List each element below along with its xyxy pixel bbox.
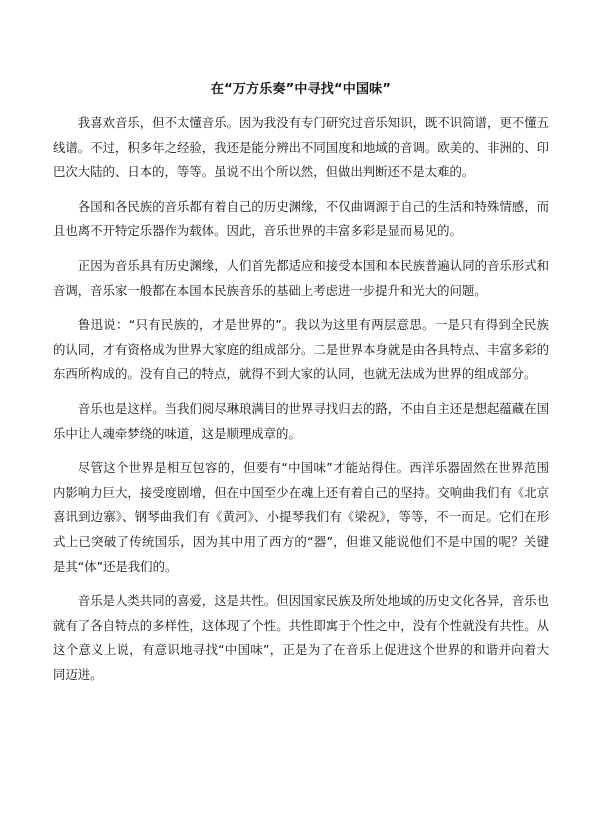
paragraph: 我喜欢音乐，但不太懂音乐。因为我没有专门研究过音乐知识，既不识简谱，更不懂五线谱。不过，积多年之经验，我还是能分辨出不同国度和地域的音调。欧美的、非洲的、印巴次大陆的、日本的，等等。虽说不出个所以然，但做出判断还不是太难的。 — [53, 115, 549, 180]
document-title: 在“万方乐奏”中寻找“中国味” — [210, 82, 392, 97]
paragraph: 尽管这个世界是相互包容的，但要有“中国味”才能站得住。西洋乐器固然在世界范围内影响力巨大，接受度剧增，但在中国至少在魂上还有着自己的坚持。交响曲我们有《北京喜讯到边寨》、钢琴曲我们有《黄河》、小提琴我们有《梁祝》，等等，不一而足。它们在形式上已突破了传统国乐，因为其中用了西方的“器”，但谁又能说他们不是中国的呢？关键是其“体”还是我们的。 — [53, 460, 549, 574]
paragraph: 音乐是人类共同的喜爱，这是共性。但因国家民族及所处地域的历史文化各异，音乐也就有了各自特点的多样性，这体现了个性。共性即寓于个性之中，没有个性就没有共性。从这个意义上说，有意识地寻找“中国味”，正是为了在音乐上促进这个世界的和谐并向着大同迈进。 — [53, 593, 549, 682]
paragraph: 各国和各民族的音乐都有着自己的历史渊缘，不仅曲调源于自己的生活和特殊情感，而且也离不开特定乐器作为载体。因此，音乐世界的丰富多彩是显而易见的。 — [53, 198, 549, 239]
paragraph: 正因为音乐具有历史渊缘，人们首先都适应和接受本国和本民族普遍认同的音乐形式和音调，音乐家一般都在本国本民族音乐的基础上考虑进一步提升和光大的问题。 — [53, 257, 549, 298]
paragraph: 音乐也是这样。当我们阅尽琳琅满目的世界寻找归去的路，不由自主还是想起蕴藏在国乐中让人魂牵梦绕的味道，这是顺理成章的。 — [53, 400, 549, 441]
paragraph: 鲁迅说：“只有民族的，才是世界的”。我以为这里有两层意思。一是只有得到全民族的认同，才有资格成为世界大家庭的组成部分。二是世界本身就是由各具特点、丰富多彩的东西所构成的。没有自己的特点，就得不到大家的认同，也就无法成为世界的组成部分。 — [53, 317, 549, 382]
